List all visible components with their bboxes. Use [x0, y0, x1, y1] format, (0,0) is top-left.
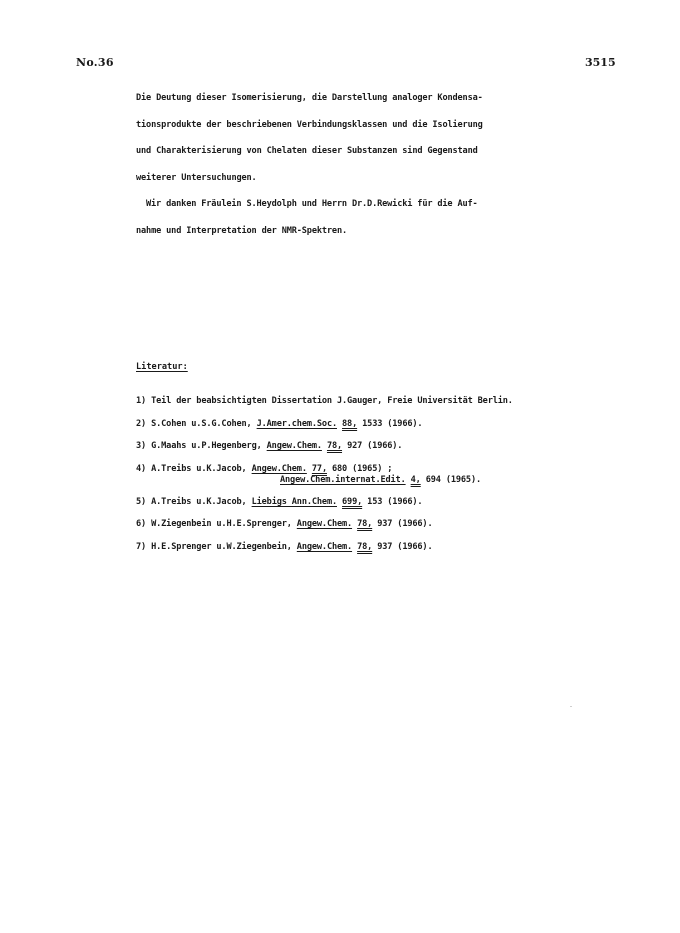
- ref-journal: Angew.Chem.internat.Edit.: [280, 474, 406, 485]
- reference-item: [136, 497, 596, 520]
- ref-volume: 4,: [410, 474, 421, 485]
- ref-journal: Angew.Chem.: [296, 541, 353, 552]
- body-line: Die Deutung dieser Isomerisierung, die Darstellung analoger Kondensa-: [136, 93, 483, 103]
- literatur-heading: Literatur:: [136, 362, 188, 372]
- body-line: weiterer Untersuchungen.: [136, 172, 257, 183]
- ref-pages-year: 937 (1966).: [377, 519, 433, 529]
- page-number: 3515: [585, 56, 616, 69]
- scan-speck: [570, 706, 572, 707]
- ref-number: 6): [136, 519, 147, 529]
- ref-journal: J.Amer.chem.Soc.: [256, 418, 337, 429]
- body-line: tionsprodukte der beschriebenen Verbindungsklassen und die Isolierung: [136, 119, 483, 130]
- ref-volume: 77,: [311, 463, 327, 474]
- ref-number: 2): [136, 418, 147, 429]
- ref-journal: Angew.Chem.: [251, 463, 307, 474]
- ref-number: 1): [136, 396, 147, 406]
- ref-number: 4): [136, 463, 147, 474]
- reference-item: [136, 542, 596, 565]
- ref-authors: W.Ziegenbein u.H.E.Sprenger,: [151, 519, 292, 529]
- ref-authors: A.Treibs u.K.Jacob,: [151, 496, 247, 507]
- ref-number: 7): [136, 541, 147, 552]
- ref-pages-year: 1533 (1966).: [362, 418, 423, 429]
- ref-volume: 699,: [342, 496, 363, 507]
- ref-pages-year: 927 (1966).: [347, 441, 403, 451]
- body-line: und Charakterisierung von Chelaten dieser Substanzen sind Gegenstand: [136, 146, 478, 157]
- reference-item: [136, 419, 596, 442]
- ref-number: 3): [136, 441, 147, 451]
- reference-item: [136, 519, 596, 542]
- ref-authors: G.Maahs u.P.Hegenberg,: [151, 441, 262, 451]
- ref-authors: A.Treibs u.K.Jacob,: [151, 463, 247, 474]
- ref-volume: 88,: [342, 418, 358, 429]
- journal-number: No.36: [76, 56, 114, 69]
- ref-pages-year: 153 (1966).: [367, 496, 423, 507]
- ref-text: Teil der beabsichtigten Dissertation J.Gauger, Freie Universität Berlin.: [151, 396, 513, 406]
- body-line: nahme und Interpretation der NMR-Spektren.: [136, 225, 348, 236]
- ref-pages-year: 694 (1965).: [425, 474, 481, 485]
- ref-volume: 78,: [357, 519, 373, 529]
- ref-pages-year: 937 (1966).: [377, 541, 433, 552]
- reference-item: [136, 396, 596, 419]
- ref-second-citation: [136, 475, 596, 485]
- body-paragraphs: [136, 93, 566, 253]
- reference-list: [136, 396, 596, 564]
- reference-item: [136, 464, 596, 497]
- ref-number: 5): [136, 496, 147, 507]
- ref-volume: 78,: [326, 441, 343, 451]
- ref-authors: H.E.Sprenger u.W.Ziegenbein,: [151, 541, 292, 552]
- ref-journal: Angew.Chem.: [296, 519, 353, 529]
- ref-authors: S.Cohen u.S.G.Cohen,: [151, 418, 252, 429]
- body-line: Wir danken Fräulein S.Heydolph und Herrn Dr.D.Rewicki für die Auf-: [146, 199, 478, 210]
- ref-journal: Liebigs Ann.Chem.: [251, 496, 337, 507]
- ref-pages-year: 680 (1965) ;: [332, 463, 393, 474]
- reference-item: [136, 441, 596, 464]
- ref-volume: 78,: [357, 541, 373, 552]
- ref-journal: Angew.Chem.: [266, 441, 322, 451]
